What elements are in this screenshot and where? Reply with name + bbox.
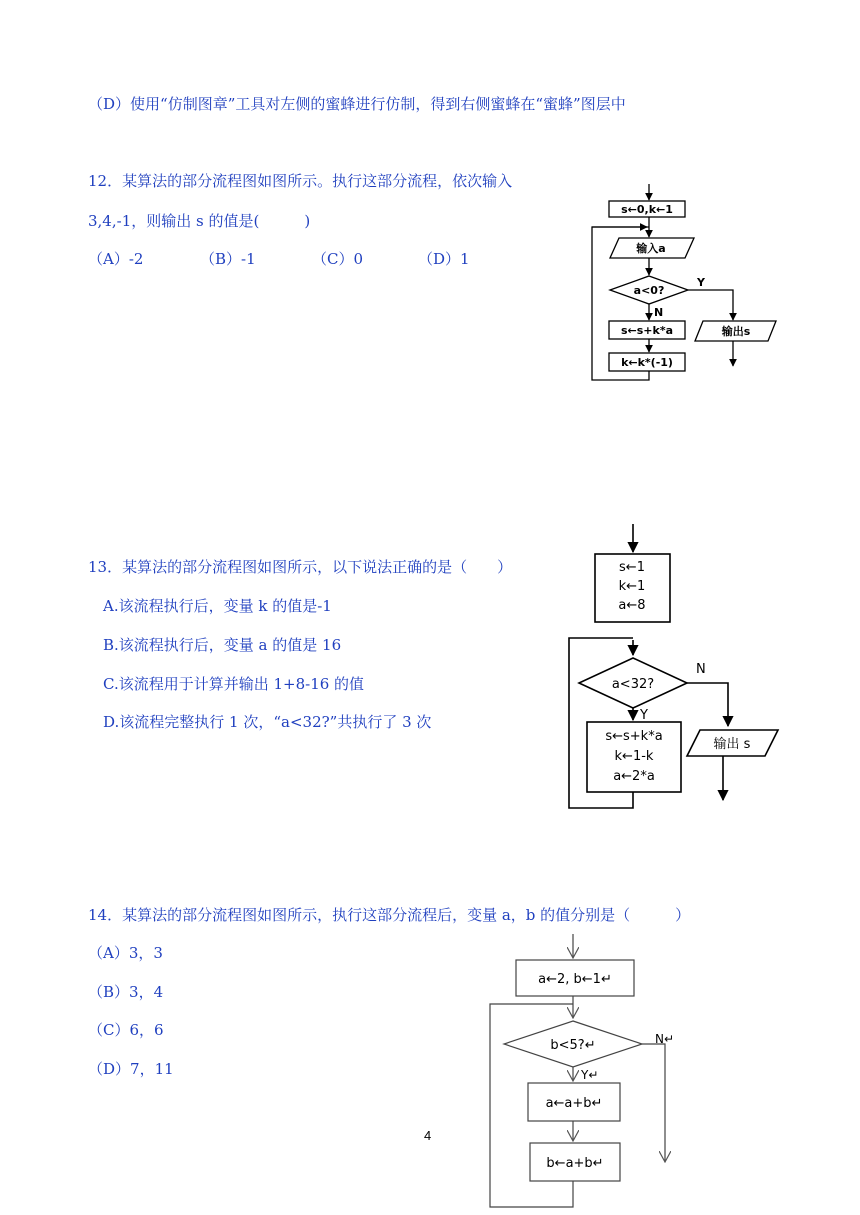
q14-option-b: （B）3，4 <box>88 983 164 1001</box>
q12-stem-line2: 3,4,-1，则输出 s 的值是( ) <box>88 212 311 230</box>
q12-output-box: 输出s <box>721 325 751 338</box>
q14-init-box: a←2, b←1↵ <box>538 972 612 987</box>
q14-option-c: （C）6，6 <box>88 1021 164 1039</box>
q12-option-a: （A）-2 <box>88 250 144 268</box>
q14-option-a: （A）3，3 <box>88 944 163 962</box>
q14-cond-diamond: b<5?↵ <box>550 1038 596 1053</box>
q13-body-k: k←1-k <box>614 749 654 764</box>
q14-step1-box: a←a+b↵ <box>545 1096 603 1111</box>
q14-flowchart <box>485 930 695 1210</box>
q13-init-k: k←1 <box>618 579 646 594</box>
q13-option-a: A.该流程执行后，变量 k 的值是-1 <box>103 597 332 615</box>
q13-option-c: C.该流程用于计算并输出 1+8-16 的值 <box>103 675 365 693</box>
q13-body-s: s←s+k*a <box>605 729 663 744</box>
q14-option-d: （D）7，11 <box>88 1060 174 1078</box>
q12-option-c: （C）0 <box>312 250 364 268</box>
q13-init-a: a←8 <box>618 598 646 613</box>
q13-output-box: 输出 s <box>713 737 751 752</box>
q12-option-d: （D）1 <box>418 250 470 268</box>
q12-input-box: 输入a <box>636 242 666 255</box>
q14-step2-box: b←a+b↵ <box>546 1156 604 1171</box>
q13-no-label: N <box>696 662 706 677</box>
q11-option-d: （D）使用“仿制图章”工具对左侧的蜜蜂进行仿制，得到右侧蜜蜂在“蜜蜂”图层中 <box>88 95 626 113</box>
q13-cond-diamond: a<32? <box>611 677 655 692</box>
q12-step1-box: s←s+k*a <box>620 324 674 337</box>
q12-flowchart <box>585 180 785 390</box>
q14-stem: 14．某算法的部分流程图如图所示，执行这部分流程后，变量 a，b 的值分别是（ ） <box>88 906 691 924</box>
q13-init-s: s←1 <box>619 560 645 575</box>
q13-stem: 13．某算法的部分流程图如图所示，以下说法正确的是（ ） <box>88 558 513 576</box>
q12-stem-line1: 12．某算法的部分流程图如图所示。执行这部分流程，依次输入 <box>88 172 513 190</box>
q12-option-b: （B）-1 <box>200 250 256 268</box>
page-number: 4 <box>424 1128 432 1143</box>
q13-flowchart <box>560 520 790 820</box>
q13-body-a: a←2*a <box>613 769 655 784</box>
q13-option-d: D.该流程完整执行 1 次，“a<32?”共执行了 3 次 <box>103 713 432 731</box>
q13-yes-label: Y <box>640 708 648 723</box>
q14-no-label: N↵ <box>655 1032 675 1046</box>
q12-yes-label: Y <box>697 276 705 289</box>
q13-option-b: B.该流程执行后，变量 a 的值是 16 <box>103 636 342 654</box>
q14-yes-label: Y↵ <box>581 1068 599 1082</box>
q12-init-box: s←0,k←1 <box>621 203 673 216</box>
q12-step2-box: k←k*(-1) <box>621 356 673 369</box>
q12-cond-diamond: a<0? <box>633 284 665 297</box>
q12-no-label: N <box>654 306 664 319</box>
